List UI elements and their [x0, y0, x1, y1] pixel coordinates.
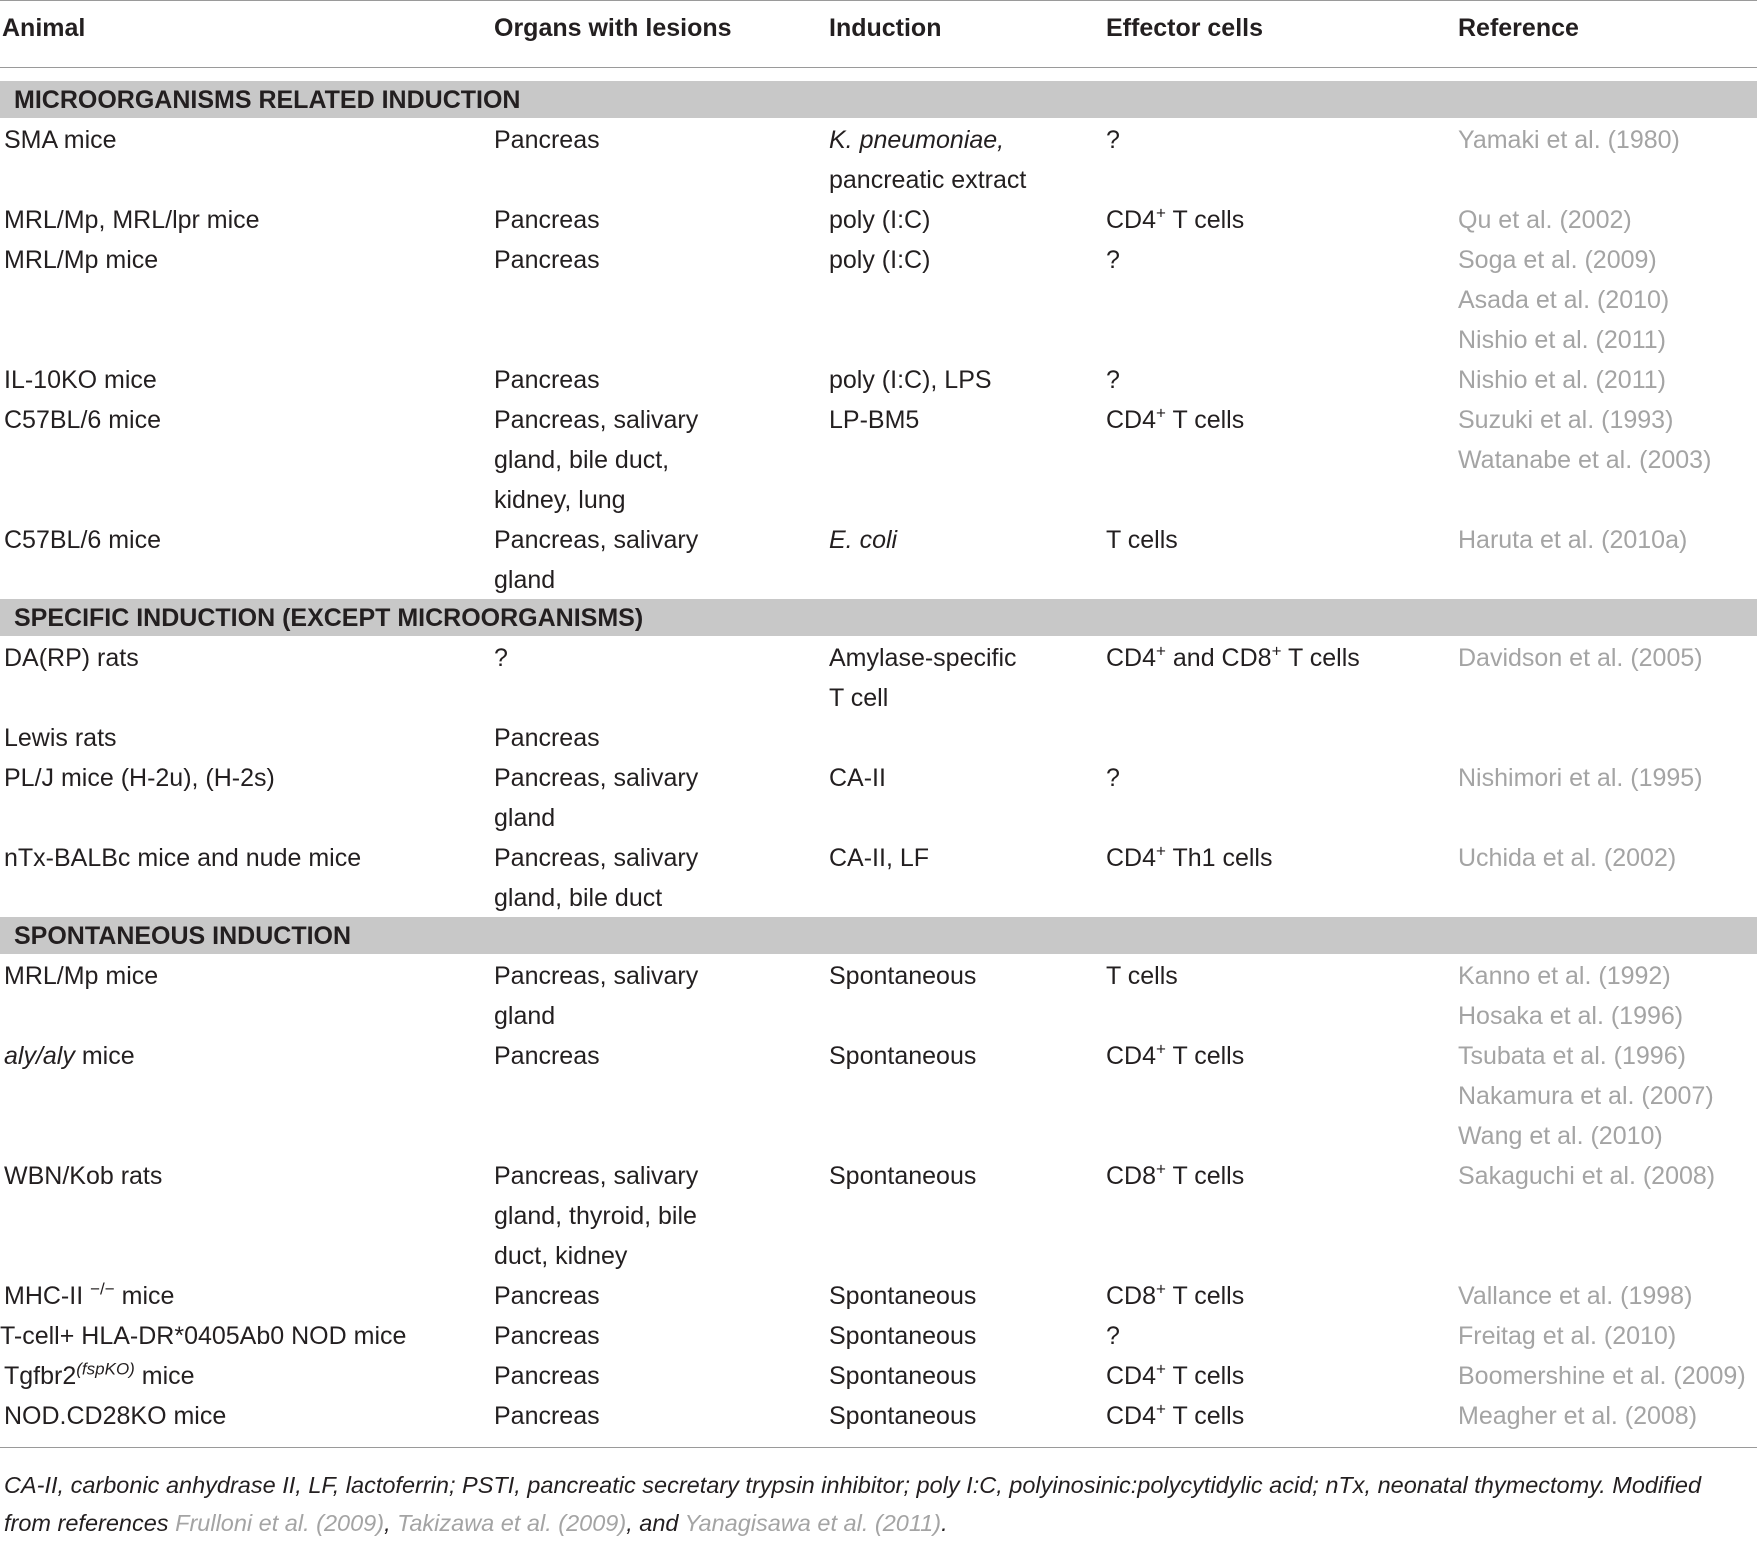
- reference-link[interactable]: Asada et al. (2010): [1458, 286, 1670, 314]
- footnote-text: CA-II, carbonic anhydrase II, LF, lactoferrin; PSTI, pancreatic secretary trypsin inhibitor; poly I:C, polyinosinic:polycytidylic acid; nTx, neonatal thymectomy. Modified from references: [4, 1472, 1702, 1536]
- footnote-reference-link[interactable]: Yanagisawa et al. (2011): [684, 1510, 942, 1536]
- animal-cell: MRL/Mp mice: [4, 246, 159, 274]
- footnote-separator: ,: [384, 1510, 398, 1536]
- organs-line: Pancreas, salivary: [494, 962, 699, 990]
- effector-cell: CD4+ T cells: [1106, 1039, 1245, 1070]
- organs-cell: Pancreas: [494, 366, 600, 394]
- animal-cell: MHC-II −/− mice: [4, 1279, 175, 1310]
- induction-organism: E. coli: [829, 526, 898, 554]
- organs-line: Pancreas, salivary: [494, 844, 699, 872]
- effector-cell: CD4+ T cells: [1106, 203, 1245, 234]
- animal-cell: NOD.CD28KO mice: [4, 1402, 227, 1430]
- reference-cell: [1458, 956, 1683, 1036]
- top-rule: [0, 0, 1757, 1]
- animal-cell: Lewis rats: [4, 724, 117, 752]
- organs-cell: Pancreas: [494, 1362, 600, 1390]
- induction-cell: Spontaneous: [829, 1282, 977, 1310]
- column-header-induction: Induction: [829, 14, 942, 42]
- effector-cell: CD8+ T cells: [1106, 1279, 1245, 1310]
- animal-cell: WBN/Kob rats: [4, 1162, 163, 1190]
- induction-line: pancreatic extract: [829, 166, 1027, 194]
- effector-cell: ?: [1106, 366, 1120, 394]
- effector-cell: CD4+ Th1 cells: [1106, 841, 1273, 872]
- column-header-animal: Animal: [2, 14, 86, 42]
- animal-cell: MRL/Mp, MRL/lpr mice: [4, 206, 260, 234]
- reference-link[interactable]: Soga et al. (2009): [1458, 246, 1657, 274]
- reference-link[interactable]: Yamaki et al. (1980): [1458, 126, 1680, 154]
- induction-cell: [829, 638, 1017, 718]
- effector-cell: CD4+ and CD8+ T cells: [1106, 641, 1360, 672]
- reference-link[interactable]: Nishio et al. (2011): [1458, 326, 1666, 354]
- organs-line: gland, bile duct: [494, 884, 663, 912]
- reference-link[interactable]: Sakaguchi et al. (2008): [1458, 1162, 1716, 1190]
- organs-cell: ?: [494, 644, 508, 672]
- animal-cell: MRL/Mp mice: [4, 962, 159, 990]
- section-title: MICROORGANISMS RELATED INDUCTION: [14, 86, 521, 114]
- reference-link[interactable]: Haruta et al. (2010a): [1458, 526, 1688, 554]
- reference-link[interactable]: Kanno et al. (1992): [1458, 962, 1671, 990]
- induction-cell: poly (I:C): [829, 206, 931, 234]
- organs-cell: Pancreas: [494, 1282, 600, 1310]
- organs-cell: [494, 520, 698, 600]
- organs-cell: Pancreas: [494, 724, 600, 752]
- organs-line: gland: [494, 1002, 556, 1030]
- induction-cell: [829, 120, 1026, 200]
- reference-link[interactable]: Hosaka et al. (1996): [1458, 1002, 1684, 1030]
- induction-cell: Spontaneous: [829, 1362, 977, 1390]
- reference-link[interactable]: Nishio et al. (2011): [1458, 366, 1666, 394]
- organs-line: Pancreas, salivary: [494, 764, 699, 792]
- animal-cell: T-cell+ HLA-DR*0405Ab0 NOD mice: [0, 1322, 407, 1350]
- organs-line: duct, kidney: [494, 1242, 628, 1270]
- animal-cell: PL/J mice (H-2u), (H-2s): [4, 764, 275, 792]
- reference-link[interactable]: Watanabe et al. (2003): [1458, 446, 1712, 474]
- induction-cell: Spontaneous: [829, 1402, 977, 1430]
- column-header-reference: Reference: [1458, 14, 1579, 42]
- induction-cell: LP-BM5: [829, 406, 920, 434]
- organs-cell: [494, 758, 698, 838]
- induction-line: Amylase-specific: [829, 644, 1017, 672]
- induction-cell: Spontaneous: [829, 1042, 977, 1070]
- reference-link[interactable]: Nakamura et al. (2007): [1458, 1082, 1714, 1110]
- reference-link[interactable]: Uchida et al. (2002): [1458, 844, 1677, 872]
- reference-link[interactable]: Wang et al. (2010): [1458, 1122, 1663, 1150]
- animal-cell: $Tgfbr2^{(fspKO)}$ mice: [4, 1359, 195, 1390]
- effector-cell: ?: [1106, 246, 1120, 274]
- organs-line: gland, thyroid, bile: [494, 1202, 697, 1230]
- induction-line: T cell: [829, 684, 889, 712]
- section-title: SPECIFIC INDUCTION (EXCEPT MICROORGANISMS): [14, 604, 644, 632]
- induction-cell: Spontaneous: [829, 962, 977, 990]
- section-band-specific: [0, 599, 1757, 636]
- animal-cell: SMA mice: [4, 126, 117, 154]
- column-header-organs: Organs with lesions: [494, 14, 732, 42]
- reference-link[interactable]: Vallance et al. (1998): [1458, 1282, 1693, 1310]
- animal-cell: C57BL/6 mice: [4, 526, 162, 554]
- effector-cell: ?: [1106, 1322, 1120, 1350]
- induction-cell: poly (I:C): [829, 246, 931, 274]
- organs-line: Pancreas, salivary: [494, 1162, 699, 1190]
- organs-cell: Pancreas: [494, 1402, 600, 1430]
- induction-cell: poly (I:C), LPS: [829, 366, 992, 394]
- organs-line: gland, bile duct,: [494, 446, 670, 474]
- animal-cell: C57BL/6 mice: [4, 406, 162, 434]
- organs-cell: Pancreas: [494, 206, 600, 234]
- organs-cell: [494, 400, 698, 520]
- reference-link[interactable]: Meagher et al. (2008): [1458, 1402, 1698, 1430]
- animal-cell: IL-10KO mice: [4, 366, 157, 394]
- organs-line: gland: [494, 804, 556, 832]
- effector-cell: ?: [1106, 126, 1120, 154]
- induction-cell: CA-II: [829, 764, 886, 792]
- induction-cell: [829, 520, 897, 560]
- reference-cell: [1458, 1036, 1714, 1156]
- reference-link[interactable]: Freitag et al. (2010): [1458, 1322, 1677, 1350]
- table-footnote: [4, 1466, 1754, 1542]
- animal-cell: aly/aly mice: [4, 1042, 135, 1070]
- effector-cell: CD8+ T cells: [1106, 1159, 1245, 1190]
- section-title: SPONTANEOUS INDUCTION: [14, 922, 352, 950]
- effector-cell: CD4+ T cells: [1106, 403, 1245, 434]
- effector-cell: CD4+ T cells: [1106, 1359, 1245, 1390]
- effector-cell: T cells: [1106, 526, 1178, 554]
- organs-cell: Pancreas: [494, 246, 600, 274]
- organs-line: Pancreas, salivary: [494, 406, 699, 434]
- column-header-effector: Effector cells: [1106, 14, 1264, 42]
- section-band-spontaneous: [0, 917, 1757, 954]
- animal-cell: DA(RP) rats: [4, 644, 139, 672]
- organs-cell: Pancreas: [494, 1322, 600, 1350]
- animal-cell: nTx-BALBc mice and nude mice: [4, 844, 362, 872]
- organs-line: gland: [494, 566, 556, 594]
- header-rule: [0, 67, 1757, 68]
- organs-cell: Pancreas: [494, 126, 600, 154]
- reference-link[interactable]: Qu et al. (2002): [1458, 206, 1632, 234]
- reference-cell: [1458, 240, 1669, 360]
- organs-line: kidney, lung: [494, 486, 626, 514]
- induction-cell: CA-II, LF: [829, 844, 930, 872]
- organs-cell: Pancreas: [494, 1042, 600, 1070]
- reference-link[interactable]: Suzuki et al. (1993): [1458, 406, 1674, 434]
- organs-cell: [494, 1156, 698, 1276]
- reference-cell: [1458, 400, 1711, 480]
- organs-cell: [494, 956, 698, 1036]
- footnote-separator: , and: [626, 1510, 685, 1536]
- footnote-reference-link[interactable]: Takizawa et al. (2009): [397, 1510, 627, 1536]
- bottom-rule: [0, 1447, 1757, 1448]
- effector-cell: ?: [1106, 764, 1120, 792]
- induction-cell: Spontaneous: [829, 1322, 977, 1350]
- organs-line: Pancreas, salivary: [494, 526, 699, 554]
- reference-link[interactable]: Nishimori et al. (1995): [1458, 764, 1703, 792]
- induction-organism: K. pneumoniae,: [829, 126, 1005, 154]
- footnote-end: .: [941, 1510, 948, 1536]
- reference-link[interactable]: Boomershine et al. (2009): [1458, 1362, 1746, 1390]
- section-band-microorganisms: [0, 81, 1757, 118]
- organs-cell: [494, 838, 698, 918]
- reference-link[interactable]: Davidson et al. (2005): [1458, 644, 1703, 672]
- effector-cell: T cells: [1106, 962, 1178, 990]
- effector-cell: CD4+ T cells: [1106, 1399, 1245, 1430]
- reference-link[interactable]: Tsubata et al. (1996): [1458, 1042, 1686, 1070]
- footnote-reference-link[interactable]: Frulloni et al. (2009): [175, 1510, 385, 1536]
- induction-cell: Spontaneous: [829, 1162, 977, 1190]
